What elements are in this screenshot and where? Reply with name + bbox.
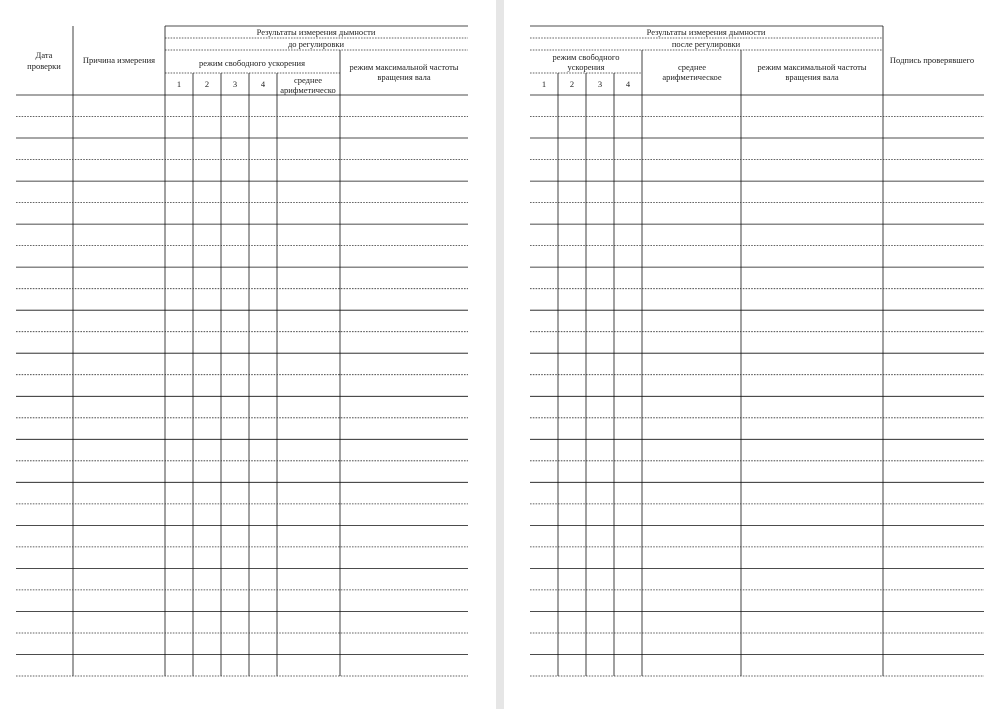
free-accel-header-line1: режим свободного xyxy=(552,52,620,62)
max-speed-header-line2: вращения вала xyxy=(785,72,839,82)
signature-header: Подпись проверявшего xyxy=(889,55,975,65)
col-2-header: 2 xyxy=(204,79,210,89)
after-adjust-header: после регулировки xyxy=(671,39,741,49)
free-accel-header: режим свободного ускорения xyxy=(198,58,306,68)
col-1-header: 1 xyxy=(176,79,182,89)
max-speed-header-line2: вращения вала xyxy=(377,72,431,82)
max-speed-header-line1: режим максимальной частоты xyxy=(757,62,867,72)
reason-header: Причина измерения xyxy=(82,55,156,65)
avg-header-line1: среднее xyxy=(293,75,323,85)
before-adjust-header: до регулировки xyxy=(287,39,345,49)
col-3-header: 3 xyxy=(597,79,603,89)
date-header-line2: проверки xyxy=(27,61,61,71)
col-4-header: 4 xyxy=(625,79,631,89)
avg-header-line1: среднее xyxy=(677,62,707,72)
results-header: Результаты измерения дымности xyxy=(646,27,766,37)
col-3-header: 3 xyxy=(232,79,238,89)
free-accel-header-line2: ускорения xyxy=(567,62,605,72)
right-body-rows xyxy=(530,117,984,677)
col-2-header: 2 xyxy=(569,79,575,89)
avg-header-line2: арифметическое xyxy=(662,72,722,82)
max-speed-header-line1: режим максимальной частоты xyxy=(349,62,459,72)
date-header-line1: Дата xyxy=(35,50,53,60)
col-4-header: 4 xyxy=(260,79,266,89)
results-header: Результаты измерения дымности xyxy=(256,27,376,37)
col-1-header: 1 xyxy=(541,79,547,89)
left-body-rows xyxy=(16,117,468,677)
avg-header-line2: арифметическо xyxy=(280,85,336,95)
right-table xyxy=(530,26,984,676)
left-table xyxy=(16,26,468,676)
